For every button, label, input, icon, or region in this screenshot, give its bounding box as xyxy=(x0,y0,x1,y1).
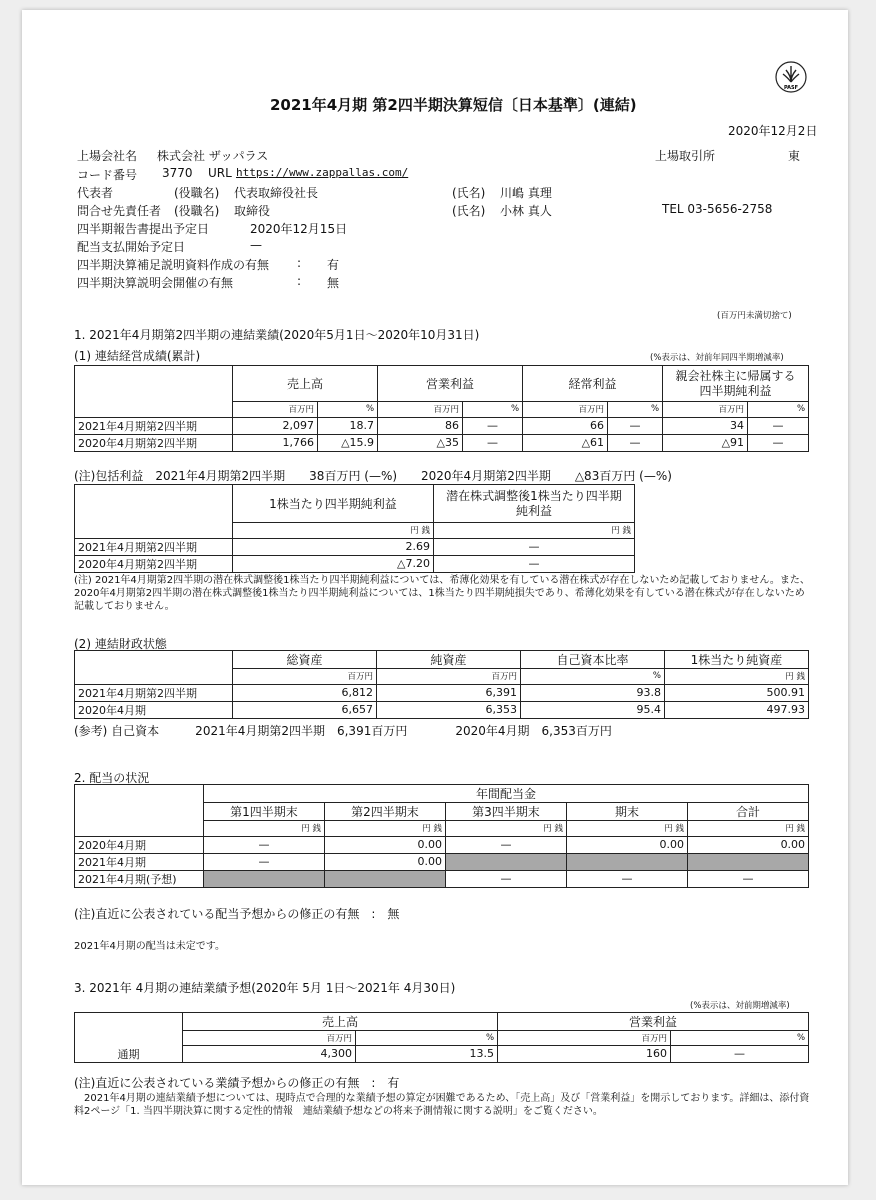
financial-position-table xyxy=(74,650,809,719)
rep-name-label: (氏名) xyxy=(452,186,486,200)
value-cell: △91 xyxy=(663,434,748,451)
table-row xyxy=(75,853,809,870)
dividend-remark: 2021年4月期の配当は未定です。 xyxy=(74,941,226,952)
unit-cell: % xyxy=(463,402,523,418)
value-cell: 95.4 xyxy=(521,701,665,718)
shaded-cell xyxy=(567,853,688,870)
value-cell: — xyxy=(204,836,325,853)
header-net-income xyxy=(663,366,809,402)
eps-note: (注) 2021年4月期第2四半期の潜在株式調整後1株当たり四半期純利益については、希薄化効果を有している潜在株式が存在しないため記載しておりません。また、2020年4月期第2四半期の潜在株式調整後1株当たり四半期純利益については、1株当たり四半期純損失であり、希薄化効果を有している潜在株式が存在しないため記載しておりません。 xyxy=(74,575,810,612)
table-row xyxy=(75,538,635,555)
header-ordinary-income: 経常利益 xyxy=(523,366,663,402)
listed-name: 株式会社 ザッパラス xyxy=(157,149,269,163)
unit-cell: 百万円 xyxy=(183,1031,356,1046)
contact-label: 問合せ先責任者 xyxy=(77,204,162,218)
dividend-table xyxy=(74,784,809,888)
unit-cell: 百万円 xyxy=(498,1031,671,1046)
unit-cell: 円 銭 xyxy=(434,523,635,539)
operating-results-table xyxy=(74,365,809,452)
unit-cell: 円 銭 xyxy=(446,821,567,837)
value-cell: 6,657 xyxy=(233,701,377,718)
exchange-label: 上場取引所 xyxy=(655,149,716,163)
section1-title: 1. 2021年4月期第2四半期の連結業績(2020年5月1日～2020年10月31日) xyxy=(74,328,480,342)
value-cell: — xyxy=(434,538,635,555)
unit-cell: 円 銭 xyxy=(325,821,446,837)
section2-title: 2. 配当の状況 xyxy=(74,771,150,785)
table-row xyxy=(75,417,809,434)
header-sales: 売上高 xyxy=(233,366,378,402)
header-q3: 第3四半期末 xyxy=(446,803,567,821)
row-label: 通期 xyxy=(75,1046,183,1063)
shaded-cell xyxy=(325,870,446,887)
unit-cell: 円 銭 xyxy=(688,821,809,837)
section3-title: 3. 2021年 4月期の連結業績予想(2020年 5月 1日～2021年 4月30日) xyxy=(74,981,456,995)
contact-name-label: (氏名) xyxy=(452,204,486,218)
header-net-income-line1: 親会社株主に帰属する xyxy=(675,368,796,383)
unit-cell: 円 銭 xyxy=(233,523,434,539)
value-cell: 66 xyxy=(523,417,608,434)
row-label: 2020年4月期 xyxy=(75,836,204,853)
value-cell: △7.20 xyxy=(233,555,434,572)
header-diluted-eps xyxy=(434,485,635,523)
unit-cell: 百万円 xyxy=(377,669,521,685)
value-cell: △15.9 xyxy=(318,434,378,451)
row-label: 2021年4月期 xyxy=(75,853,204,870)
unit-cell: 百万円 xyxy=(663,402,748,418)
value-cell: 2.69 xyxy=(233,538,434,555)
rep-label: 代表者 xyxy=(77,186,114,200)
row-label: 2020年4月期 xyxy=(75,701,233,718)
exchange: 東 xyxy=(788,149,801,163)
header-net-assets: 純資産 xyxy=(377,651,521,669)
dividend-date-label: 配当支払開始予定日 xyxy=(77,240,186,254)
value-cell: — xyxy=(608,434,663,451)
corner-cell xyxy=(75,366,233,402)
forecast-table xyxy=(74,1012,809,1063)
contact-title: 取締役 xyxy=(234,204,271,218)
table-row xyxy=(75,870,809,887)
value-cell: 18.7 xyxy=(318,417,378,434)
equity-note: (参考) 自己資本 2021年4月期第2四半期 6,391百万円 2020年4月期 6,353百万円 xyxy=(74,724,612,738)
unit-cell: 百万円 xyxy=(233,402,318,418)
row-label: 2021年4月期第2四半期 xyxy=(75,684,233,701)
value-cell: 1,766 xyxy=(233,434,318,451)
supp-value: 有 xyxy=(327,258,340,272)
section3-note: (%表示は、対前期増減率) xyxy=(690,1001,790,1011)
briefing-colon: : xyxy=(297,274,302,288)
row-label: 2021年4月期第2四半期 xyxy=(75,538,233,555)
unit-cell: % xyxy=(608,402,663,418)
header-total-assets: 総資産 xyxy=(233,651,377,669)
rep-title-label: (役職名) xyxy=(174,186,220,200)
unit-cell: % xyxy=(671,1031,809,1046)
contact-tel: TEL 03-5656-2758 xyxy=(662,202,773,216)
header-diluted-eps-line1: 潜在株式調整後1株当たり四半期 xyxy=(446,488,622,503)
code: 3770 xyxy=(162,166,193,180)
header-operating-income: 営業利益 xyxy=(378,366,523,402)
header-total: 合計 xyxy=(688,803,809,821)
header-net-income-line2: 四半期純利益 xyxy=(699,383,772,398)
unit-cell: 百万円 xyxy=(378,402,463,418)
table-row xyxy=(75,836,809,853)
header-eps: 1株当たり四半期純利益 xyxy=(233,485,434,523)
unit-cell: % xyxy=(521,669,665,685)
value-cell: — xyxy=(748,417,809,434)
value-cell: 34 xyxy=(663,417,748,434)
briefing-value: 無 xyxy=(327,276,340,290)
value-cell: — xyxy=(446,870,567,887)
header-q1: 第1四半期末 xyxy=(204,803,325,821)
rep-title: 代表取締役社長 xyxy=(234,186,319,200)
table-row xyxy=(75,684,809,701)
value-cell: — xyxy=(434,555,635,572)
rep-name: 川嶋 真理 xyxy=(500,186,552,200)
row-label: 2020年4月期第2四半期 xyxy=(75,555,233,572)
value-cell: — xyxy=(567,870,688,887)
value-cell: — xyxy=(671,1046,809,1063)
document-page xyxy=(22,10,848,1185)
value-cell: 6,812 xyxy=(233,684,377,701)
shaded-cell xyxy=(688,853,809,870)
header-forecast-sales: 売上高 xyxy=(183,1013,498,1031)
shaded-cell xyxy=(446,853,567,870)
value-cell: — xyxy=(204,853,325,870)
value-cell: 13.5 xyxy=(356,1046,498,1063)
value-cell: — xyxy=(463,434,523,451)
value-cell: 497.93 xyxy=(665,701,809,718)
table-row xyxy=(75,701,809,718)
rounding-note: (百万円未満切捨て) xyxy=(717,311,792,321)
value-cell: 0.00 xyxy=(688,836,809,853)
contact-name: 小林 真人 xyxy=(500,204,552,218)
row-label: 2020年4月期第2四半期 xyxy=(75,434,233,451)
unit-cell: 百万円 xyxy=(523,402,608,418)
unit-cell: 円 銭 xyxy=(665,669,809,685)
briefing-label: 四半期決算説明会開催の有無 xyxy=(77,276,234,290)
value-cell: △61 xyxy=(523,434,608,451)
contact-title-label: (役職名) xyxy=(174,204,220,218)
company-url-link[interactable]: https://www.zappallas.com/ xyxy=(236,166,409,179)
value-cell: 6,391 xyxy=(377,684,521,701)
shaded-cell xyxy=(204,870,325,887)
value-cell: △35 xyxy=(378,434,463,451)
value-cell: 4,300 xyxy=(183,1046,356,1063)
value-cell: — xyxy=(463,417,523,434)
value-cell: 160 xyxy=(498,1046,671,1063)
header-q2: 第2四半期末 xyxy=(325,803,446,821)
supp-colon: : xyxy=(297,256,302,270)
document-title: 2021年4月期 第2四半期決算短信〔日本基準〕(連結) xyxy=(270,96,637,114)
section1-sub1-note: (%表示は、対前年同四半期増減率) xyxy=(650,353,784,363)
value-cell: 93.8 xyxy=(521,684,665,701)
header-annual-dividend: 年間配当金 xyxy=(204,785,809,803)
row-label: 2021年4月期第2四半期 xyxy=(75,417,233,434)
supp-label: 四半期決算補足説明資料作成の有無 xyxy=(77,258,270,272)
dividend-date: — xyxy=(250,238,262,252)
table-row xyxy=(75,555,635,572)
unit-cell: % xyxy=(748,402,809,418)
header-diluted-eps-line2: 純利益 xyxy=(515,503,552,518)
value-cell: — xyxy=(688,870,809,887)
comprehensive-income-note: (注)包括利益 2021年4月期第2四半期 38百万円 (—%) 2020年4月期第2四半期 △83百万円 (—%) xyxy=(74,469,672,483)
value-cell: 2,097 xyxy=(233,417,318,434)
eps-table xyxy=(74,484,635,573)
code-label: コード番号 xyxy=(77,168,138,182)
url-label: URL xyxy=(208,166,232,180)
row-label: 2021年4月期(予想) xyxy=(75,870,204,887)
header-equity-ratio: 自己資本比率 xyxy=(521,651,665,669)
value-cell: 86 xyxy=(378,417,463,434)
forecast-revision-note: (注)直近に公表されている業績予想からの修正の有無 : 有 xyxy=(74,1076,400,1090)
forecast-body: 2021年4月期の連結業績予想については、現時点で合理的な業績予想の算定が困難であるため、「売上高」及び「営業利益」を開示しております。詳細は、添付資料2ページ「1. 当四半期決算に関する定性的情報 連結業績予想などの将来予測情報に関する説明」をご覧ください。 xyxy=(74,1093,810,1117)
value-cell: — xyxy=(608,417,663,434)
section1-sub2-title: (2) 連結財政状態 xyxy=(74,637,167,651)
value-cell: — xyxy=(748,434,809,451)
table-row xyxy=(75,434,809,451)
unit-cell: 円 銭 xyxy=(567,821,688,837)
unit-cell: 百万円 xyxy=(233,669,377,685)
value-cell: 0.00 xyxy=(325,836,446,853)
value-cell: — xyxy=(446,836,567,853)
header-forecast-operating-income: 営業利益 xyxy=(498,1013,809,1031)
pasf-logo-icon xyxy=(774,60,808,94)
value-cell: 0.00 xyxy=(567,836,688,853)
dividend-revision-note: (注)直近に公表されている配当予想からの修正の有無 : 無 xyxy=(74,907,400,921)
svg-text:PASF: PASF xyxy=(783,85,799,91)
value-cell: 500.91 xyxy=(665,684,809,701)
unit-cell: % xyxy=(318,402,378,418)
table-row xyxy=(75,1046,809,1063)
value-cell: 0.00 xyxy=(325,853,446,870)
report-date-label: 四半期報告書提出予定日 xyxy=(77,222,210,236)
listed-name-label: 上場会社名 xyxy=(77,149,138,163)
unit-cell: 円 銭 xyxy=(204,821,325,837)
value-cell: 6,353 xyxy=(377,701,521,718)
section1-sub1-title: (1) 連結経営成績(累計) xyxy=(74,349,201,363)
header-year-end: 期末 xyxy=(567,803,688,821)
document-date: 2020年12月2日 xyxy=(728,124,818,138)
header-bps: 1株当たり純資産 xyxy=(665,651,809,669)
report-date: 2020年12月15日 xyxy=(250,222,348,236)
unit-cell: % xyxy=(356,1031,498,1046)
